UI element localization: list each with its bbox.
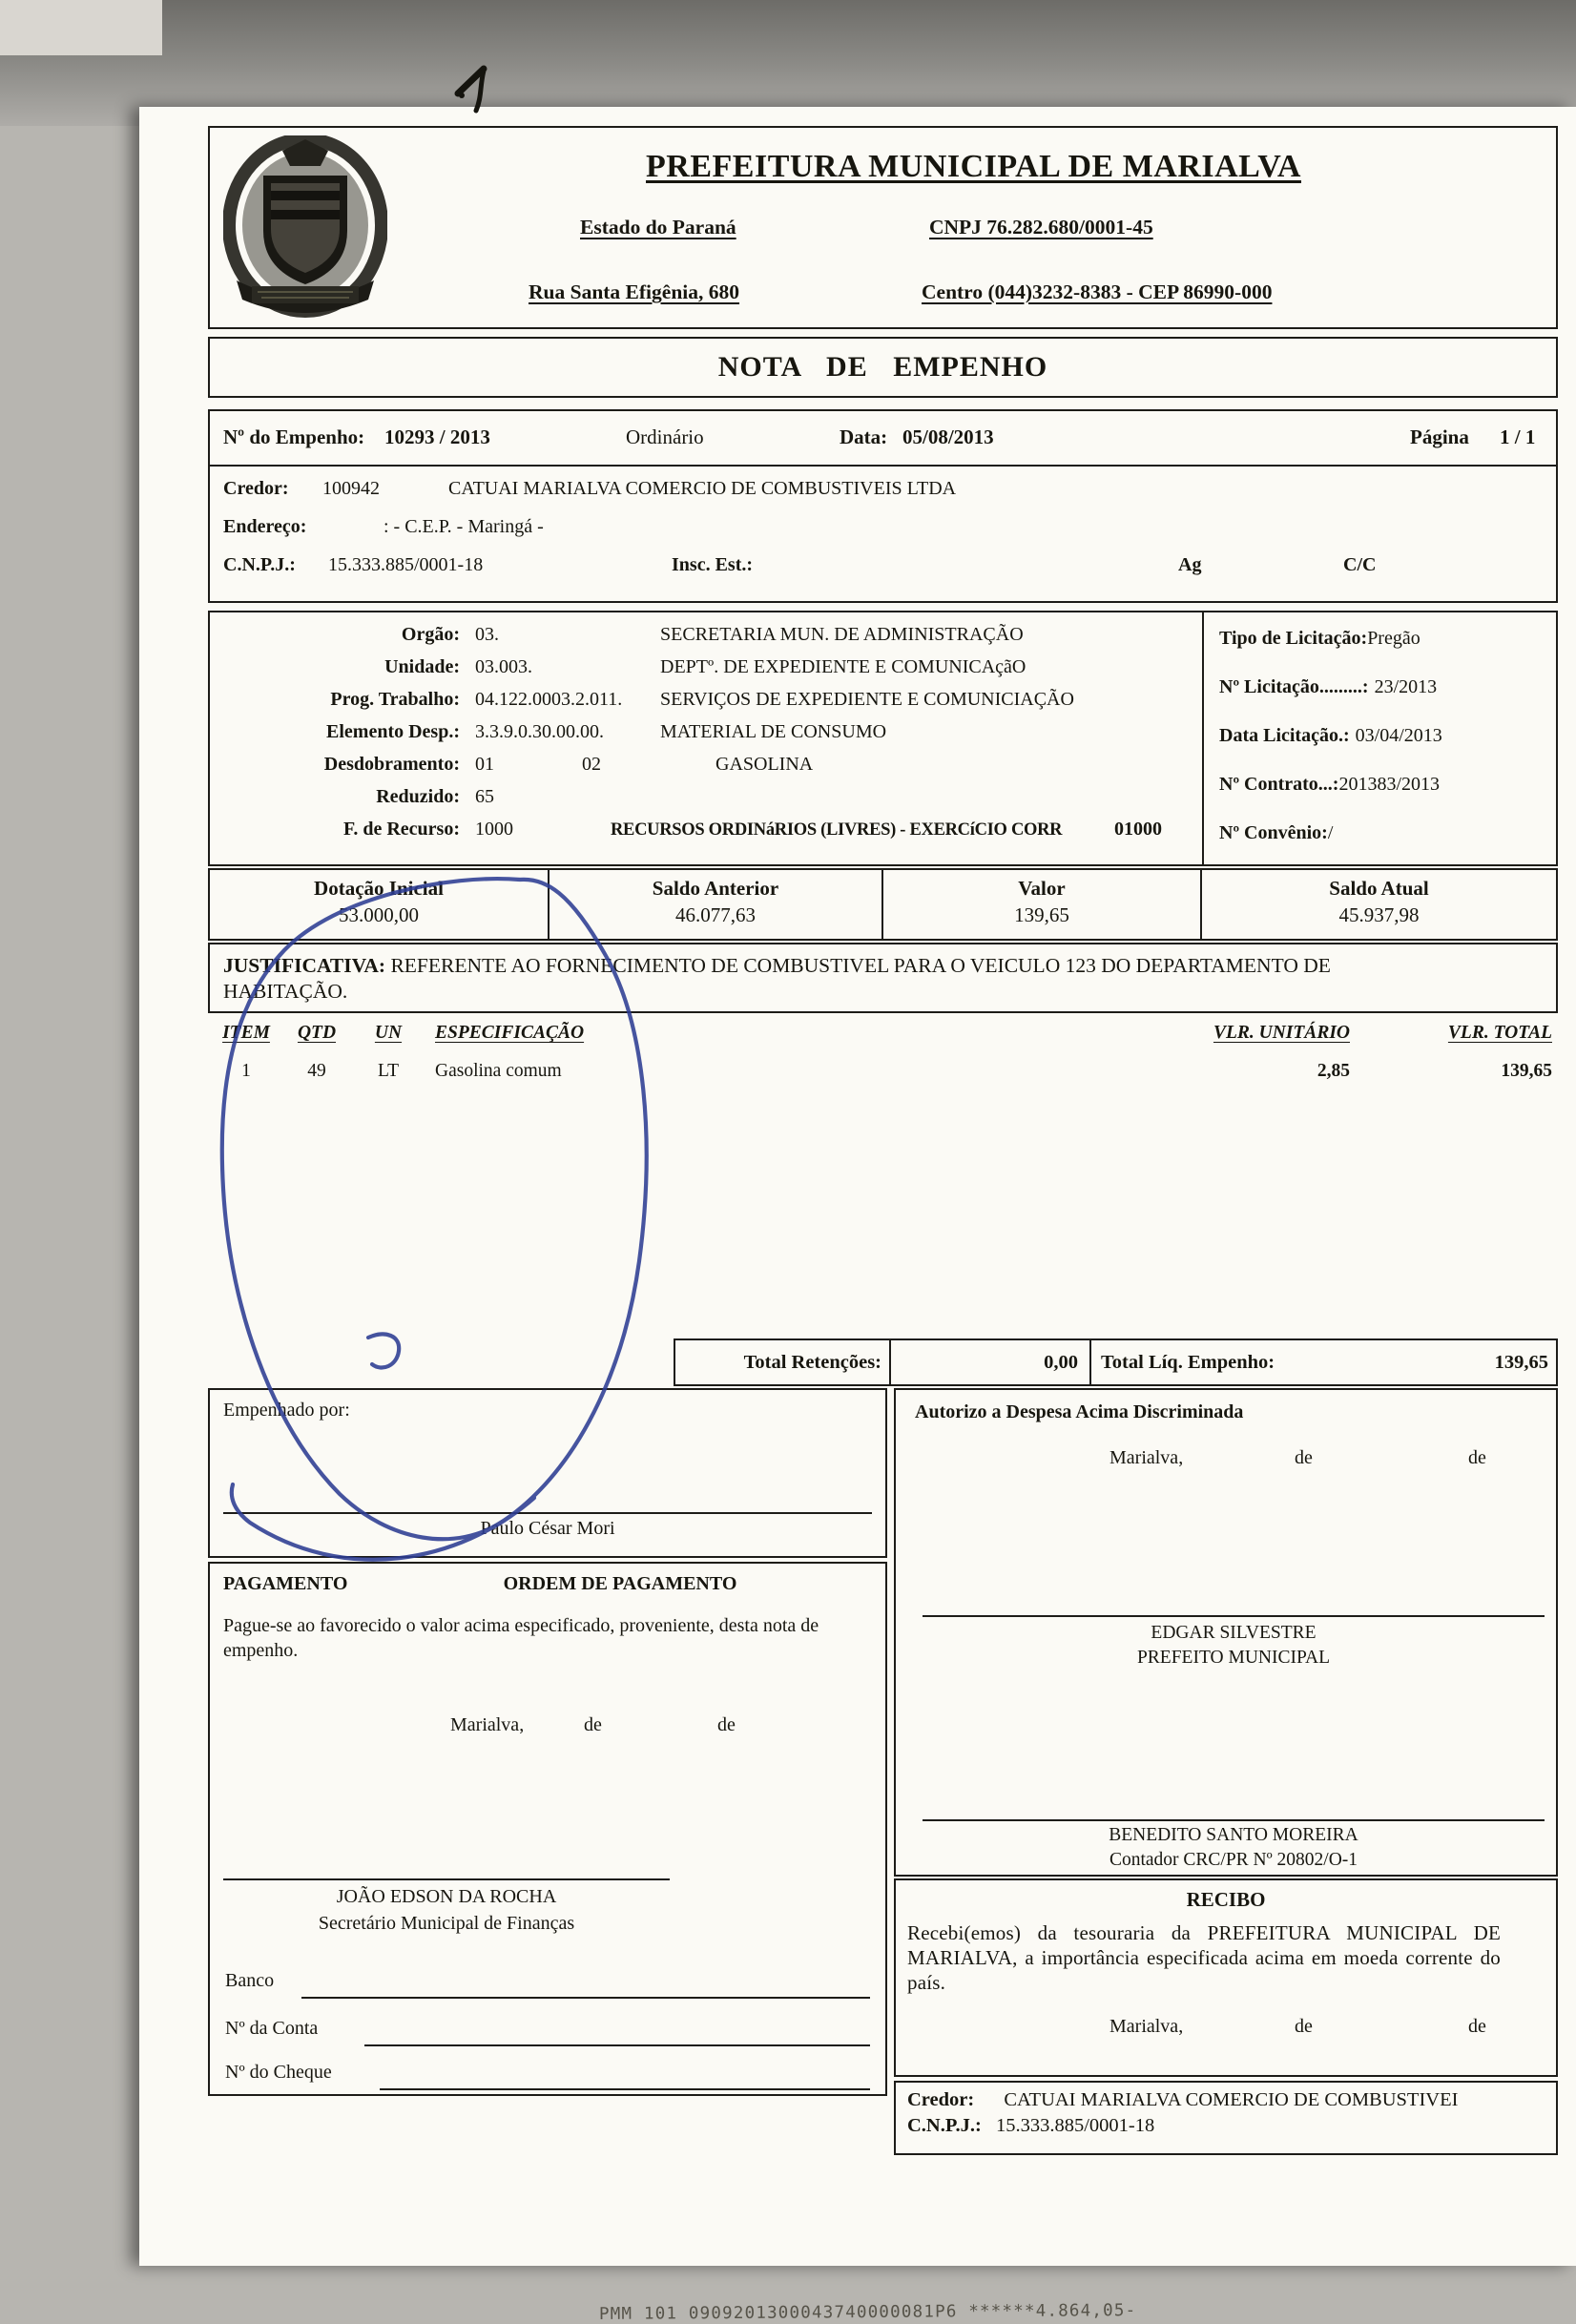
receipt-title: RECIBO bbox=[1186, 1888, 1266, 1911]
retentions-value: 0,00 bbox=[889, 1340, 1091, 1384]
dotacao-inicial-title: Dotação Inicial bbox=[314, 877, 444, 900]
account-number-label: Nº da Conta bbox=[225, 2018, 319, 2039]
licitacao-tipo-label: Tipo de Licitação: bbox=[1219, 628, 1368, 649]
authorization-de-1: de bbox=[1295, 1447, 1313, 1468]
footer-creditor-label: Credor: bbox=[907, 2089, 975, 2110]
justification-text: REFERENTE AO FORNECIMENTO DE COMBUSTIVEL PARA O VEICULO 123 DO DEPARTAMENTO DE HABITAÇÃO. bbox=[223, 954, 1331, 1003]
qty-header: QTD bbox=[297, 1023, 337, 1043]
budget-classification-section bbox=[208, 611, 1558, 866]
row-elemento-despesa bbox=[210, 721, 1202, 754]
orgao-label: Orgão: bbox=[401, 624, 460, 645]
desdobramento-code: 01 bbox=[475, 754, 494, 775]
net-total-value: 139,65 bbox=[1494, 1351, 1548, 1373]
orgao-code: 03. bbox=[475, 624, 499, 645]
totals-row bbox=[208, 1338, 1558, 1386]
bank-label: Banco bbox=[225, 1970, 275, 1991]
row-fonte-recurso bbox=[210, 819, 1202, 851]
municipality-title: PREFEITURA MUNICIPAL DE MARIALVA bbox=[646, 149, 1301, 184]
municipality-cnpj: CNPJ 76.282.680/0001-45 bbox=[929, 216, 1153, 239]
elemento-despesa-desc: MATERIAL DE CONSUMO bbox=[660, 721, 887, 742]
convenio-label: Nº Convênio: bbox=[1219, 822, 1328, 843]
receipt-de-1: de bbox=[1295, 2016, 1313, 2037]
item-unit: LT bbox=[377, 1061, 400, 1081]
item-header: ITEM bbox=[222, 1023, 270, 1043]
committed-by-box bbox=[208, 1388, 887, 1558]
unidade-desc: DEPTº. DE EXPEDIENTE E COMUNICAçãO bbox=[660, 656, 1026, 677]
scanner-corner-artifact bbox=[0, 0, 162, 55]
bank-agency-label: Ag bbox=[1178, 554, 1202, 575]
payment-de-2: de bbox=[717, 1714, 736, 1735]
spec-header: ESPECIFICAÇÃO bbox=[435, 1023, 585, 1043]
row-prog-trabalho bbox=[210, 689, 1202, 721]
receipt-text: Recebi(emos) da tesouraria da PREFEITURA MUNICIPAL DE MARIALVA, a importância especificada acima em moeda corrente do país. bbox=[907, 1921, 1501, 1994]
signatures-area bbox=[208, 1388, 1558, 2155]
licitacao-panel bbox=[1202, 612, 1556, 864]
justification-label: JUSTIFICATIVA: bbox=[223, 954, 386, 977]
printer-validation-line: PMM 101 0909201300043740000081P6 ******4.864,05- bbox=[598, 2301, 1137, 2324]
item-unit-price: 2,85 bbox=[1317, 1061, 1350, 1081]
licitacao-data-value: 03/04/2013 bbox=[1355, 725, 1442, 746]
item-row bbox=[216, 1061, 1552, 1082]
receipt-box bbox=[894, 1878, 1558, 2077]
empenho-info-section bbox=[208, 409, 1558, 603]
authorization-box bbox=[894, 1388, 1558, 1877]
mayor-signature-line bbox=[923, 1615, 1545, 1617]
creditor-cnpj-label: C.N.P.J.: bbox=[223, 554, 296, 575]
cheque-number-label: Nº do Cheque bbox=[225, 2062, 332, 2083]
row-unidade bbox=[210, 656, 1202, 689]
desdobramento-desc: GASOLINA bbox=[715, 754, 814, 775]
scanned-paper bbox=[139, 107, 1576, 2324]
prog-trabalho-label: Prog. Trabalho: bbox=[330, 689, 460, 710]
desdobramento-label: Desdobramento: bbox=[323, 754, 460, 775]
footer-cnpj-label: C.N.P.J.: bbox=[907, 2115, 982, 2136]
saldo-anterior-value: 46.077,63 bbox=[675, 903, 756, 926]
document-title-bar bbox=[208, 337, 1558, 398]
saldo-atual-value: 45.937,98 bbox=[1338, 903, 1420, 926]
footer-cnpj-row bbox=[907, 2115, 1545, 2137]
totals-left-spacer bbox=[208, 1338, 674, 1386]
empenho-number-value: 10293 / 2013 bbox=[384, 425, 490, 448]
nota-de-empenho-form bbox=[208, 126, 1558, 2155]
licitacao-data-row bbox=[1219, 725, 1556, 748]
authorization-city: Marialva, bbox=[1109, 1447, 1184, 1468]
coat-of-arms-icon bbox=[223, 135, 387, 321]
classification-rows bbox=[210, 612, 1202, 864]
licitacao-tipo-value: Pregão bbox=[1367, 628, 1420, 649]
right-signature-column bbox=[894, 1388, 1558, 2155]
desdobramento-code2: 02 bbox=[582, 754, 601, 775]
municipality-address: Rua Santa Efigênia, 680 bbox=[529, 280, 740, 303]
creditor-code: 100942 bbox=[322, 478, 380, 499]
item-total-price: 139,65 bbox=[1501, 1061, 1552, 1081]
committed-by-name: Paulo César Mori bbox=[480, 1518, 615, 1539]
row-desdobramento bbox=[210, 754, 1202, 786]
valor-title: Valor bbox=[1018, 877, 1066, 900]
authorization-de-2: de bbox=[1468, 1447, 1486, 1468]
licitacao-numero-label: Nº Licitação.........: bbox=[1219, 676, 1369, 697]
receipt-city: Marialva, bbox=[1109, 2016, 1184, 2037]
creditor-address-value: : - C.E.P. - Maringá - bbox=[384, 516, 544, 537]
finance-secretary-role: Secretário Municipal de Finanças bbox=[318, 1913, 575, 1934]
footer-creditor-box bbox=[894, 2081, 1558, 2155]
bank-account-label: C/C bbox=[1343, 554, 1377, 575]
net-total-label: Total Líq. Empenho: bbox=[1101, 1351, 1275, 1373]
items-table bbox=[208, 1013, 1558, 1338]
empenho-number-row bbox=[210, 411, 1556, 467]
payment-order-title: ORDEM DE PAGAMENTO bbox=[503, 1573, 737, 1594]
prog-trabalho-desc: SERVIÇOS DE EXPEDIENTE E COMUNICIAÇÃO bbox=[660, 689, 1074, 710]
payment-order-text: Pague-se ao favorecido o valor acima especificado, proveniente, desta nota de empenho. bbox=[223, 1615, 819, 1661]
page-label: Página bbox=[1410, 425, 1469, 448]
accountant-signature-line bbox=[923, 1819, 1545, 1821]
valor-cell bbox=[881, 870, 1200, 939]
net-total-cell bbox=[1091, 1340, 1556, 1384]
payment-box bbox=[208, 1562, 887, 2096]
creditor-cnpj-value: 15.333.885/0001-18 bbox=[328, 554, 484, 575]
item-spec: Gasolina comum bbox=[435, 1061, 562, 1081]
unidade-code: 03.003. bbox=[475, 656, 532, 677]
committed-by-label: Empenhado por: bbox=[223, 1400, 350, 1421]
contrato-label: Nº Contrato...: bbox=[1219, 774, 1339, 795]
justification-section bbox=[208, 943, 1558, 1013]
creditor-address-label: Endereço: bbox=[223, 516, 307, 537]
creditor-label: Credor: bbox=[223, 478, 289, 499]
dotacao-inicial-value: 53.000,00 bbox=[339, 903, 419, 926]
unit-header: UN bbox=[374, 1023, 403, 1043]
cheque-blank-line bbox=[380, 2088, 870, 2090]
unidade-label: Unidade: bbox=[384, 656, 460, 677]
accountant-name: BENEDITO SANTO MOREIRA bbox=[1109, 1825, 1358, 1845]
bank-blank-line bbox=[301, 1997, 870, 1999]
orgao-desc: SECRETARIA MUN. DE ADMINISTRAÇÃO bbox=[660, 624, 1024, 645]
creditor-name: CATUAI MARIALVA COMERCIO DE COMBUSTIVEIS LTDA bbox=[448, 478, 957, 499]
totals-strip bbox=[674, 1338, 1558, 1386]
saldo-anterior-cell bbox=[548, 870, 881, 939]
elemento-despesa-code: 3.3.9.0.30.00.00. bbox=[475, 721, 604, 742]
payment-title: PAGAMENTO bbox=[223, 1573, 348, 1594]
convenio-row bbox=[1219, 822, 1556, 845]
fonte-recurso-code: 1000 bbox=[475, 819, 513, 840]
row-orgao bbox=[210, 624, 1202, 656]
document-header bbox=[208, 126, 1558, 329]
footer-creditor-row bbox=[907, 2089, 1545, 2111]
accountant-role: Contador CRC/PR Nº 20802/O-1 bbox=[1109, 1850, 1358, 1870]
item-number: 1 bbox=[241, 1061, 251, 1081]
fonte-recurso-desc: RECURSOS ORDINáRIOS (LIVRES) - EXERCíCIO CORR bbox=[611, 820, 1063, 840]
receipt-de-2: de bbox=[1468, 2016, 1486, 2037]
fonte-recurso-label: F. de Recurso: bbox=[342, 819, 460, 840]
date-value: 05/08/2013 bbox=[902, 425, 994, 448]
left-signature-column bbox=[208, 1388, 887, 2096]
finance-secretary-name: JOÃO EDSON DA ROCHA bbox=[336, 1886, 557, 1907]
contrato-row bbox=[1219, 774, 1556, 797]
empenho-number-label: Nº do Empenho: bbox=[223, 425, 365, 448]
total-price-header: VLR. TOTAL bbox=[1447, 1023, 1552, 1043]
footer-creditor-name: CATUAI MARIALVA COMERCIO DE COMBUSTIVEI bbox=[1004, 2089, 1459, 2110]
fonte-recurso-extra-code: 01000 bbox=[1114, 819, 1162, 840]
saldo-atual-title: Saldo Atual bbox=[1329, 877, 1429, 900]
authorization-title: Autorizo a Despesa Acima Discriminada bbox=[915, 1401, 1244, 1422]
mayor-name: EDGAR SILVESTRE bbox=[1151, 1623, 1317, 1643]
signature-line bbox=[223, 1512, 872, 1514]
date-label: Data: bbox=[840, 425, 888, 448]
empenho-type: Ordinário bbox=[626, 425, 704, 448]
account-blank-line bbox=[364, 2044, 870, 2046]
unit-price-header: VLR. UNITÁRIO bbox=[1213, 1023, 1350, 1043]
contrato-value: 201383/2013 bbox=[1338, 774, 1441, 795]
dotacao-inicial-cell bbox=[210, 870, 548, 939]
document-title: NOTA DE EMPENHO bbox=[717, 351, 1048, 383]
row-reduzido bbox=[210, 786, 1202, 819]
budget-balance-row bbox=[208, 868, 1558, 941]
state-registration-label: Insc. Est.: bbox=[672, 554, 754, 575]
signature-line bbox=[223, 1878, 670, 1880]
payment-city: Marialva, bbox=[450, 1714, 525, 1735]
licitacao-numero-value: 23/2013 bbox=[1374, 676, 1438, 697]
licitacao-data-label: Data Licitação.: bbox=[1219, 725, 1350, 746]
reduzido-label: Reduzido: bbox=[376, 786, 460, 807]
convenio-value: / bbox=[1327, 822, 1334, 843]
municipal-coat-of-arms-logo bbox=[223, 135, 387, 321]
elemento-despesa-label: Elemento Desp.: bbox=[326, 721, 460, 742]
creditor-block bbox=[210, 467, 1556, 601]
page-value: 1 / 1 bbox=[1500, 425, 1536, 448]
saldo-atual-cell bbox=[1200, 870, 1556, 939]
municipality-contact: Centro (044)3232-8383 - CEP 86990-000 bbox=[922, 280, 1273, 303]
saldo-anterior-title: Saldo Anterior bbox=[652, 877, 779, 900]
mayor-role: PREFEITO MUNICIPAL bbox=[1136, 1648, 1331, 1668]
state-label: Estado do Paraná bbox=[580, 216, 736, 239]
payment-de-1: de bbox=[584, 1714, 602, 1735]
footer-cnpj-value: 15.333.885/0001-18 bbox=[995, 2115, 1155, 2136]
licitacao-tipo-row bbox=[1219, 628, 1556, 651]
licitacao-numero-row bbox=[1219, 676, 1556, 699]
reduzido-code: 65 bbox=[475, 786, 494, 807]
prog-trabalho-code: 04.122.0003.2.011. bbox=[475, 689, 623, 710]
retentions-label: Total Retenções: bbox=[743, 1351, 881, 1373]
items-header-row bbox=[216, 1023, 1552, 1044]
item-qty: 49 bbox=[307, 1061, 326, 1081]
valor-value: 139,65 bbox=[1014, 903, 1069, 926]
